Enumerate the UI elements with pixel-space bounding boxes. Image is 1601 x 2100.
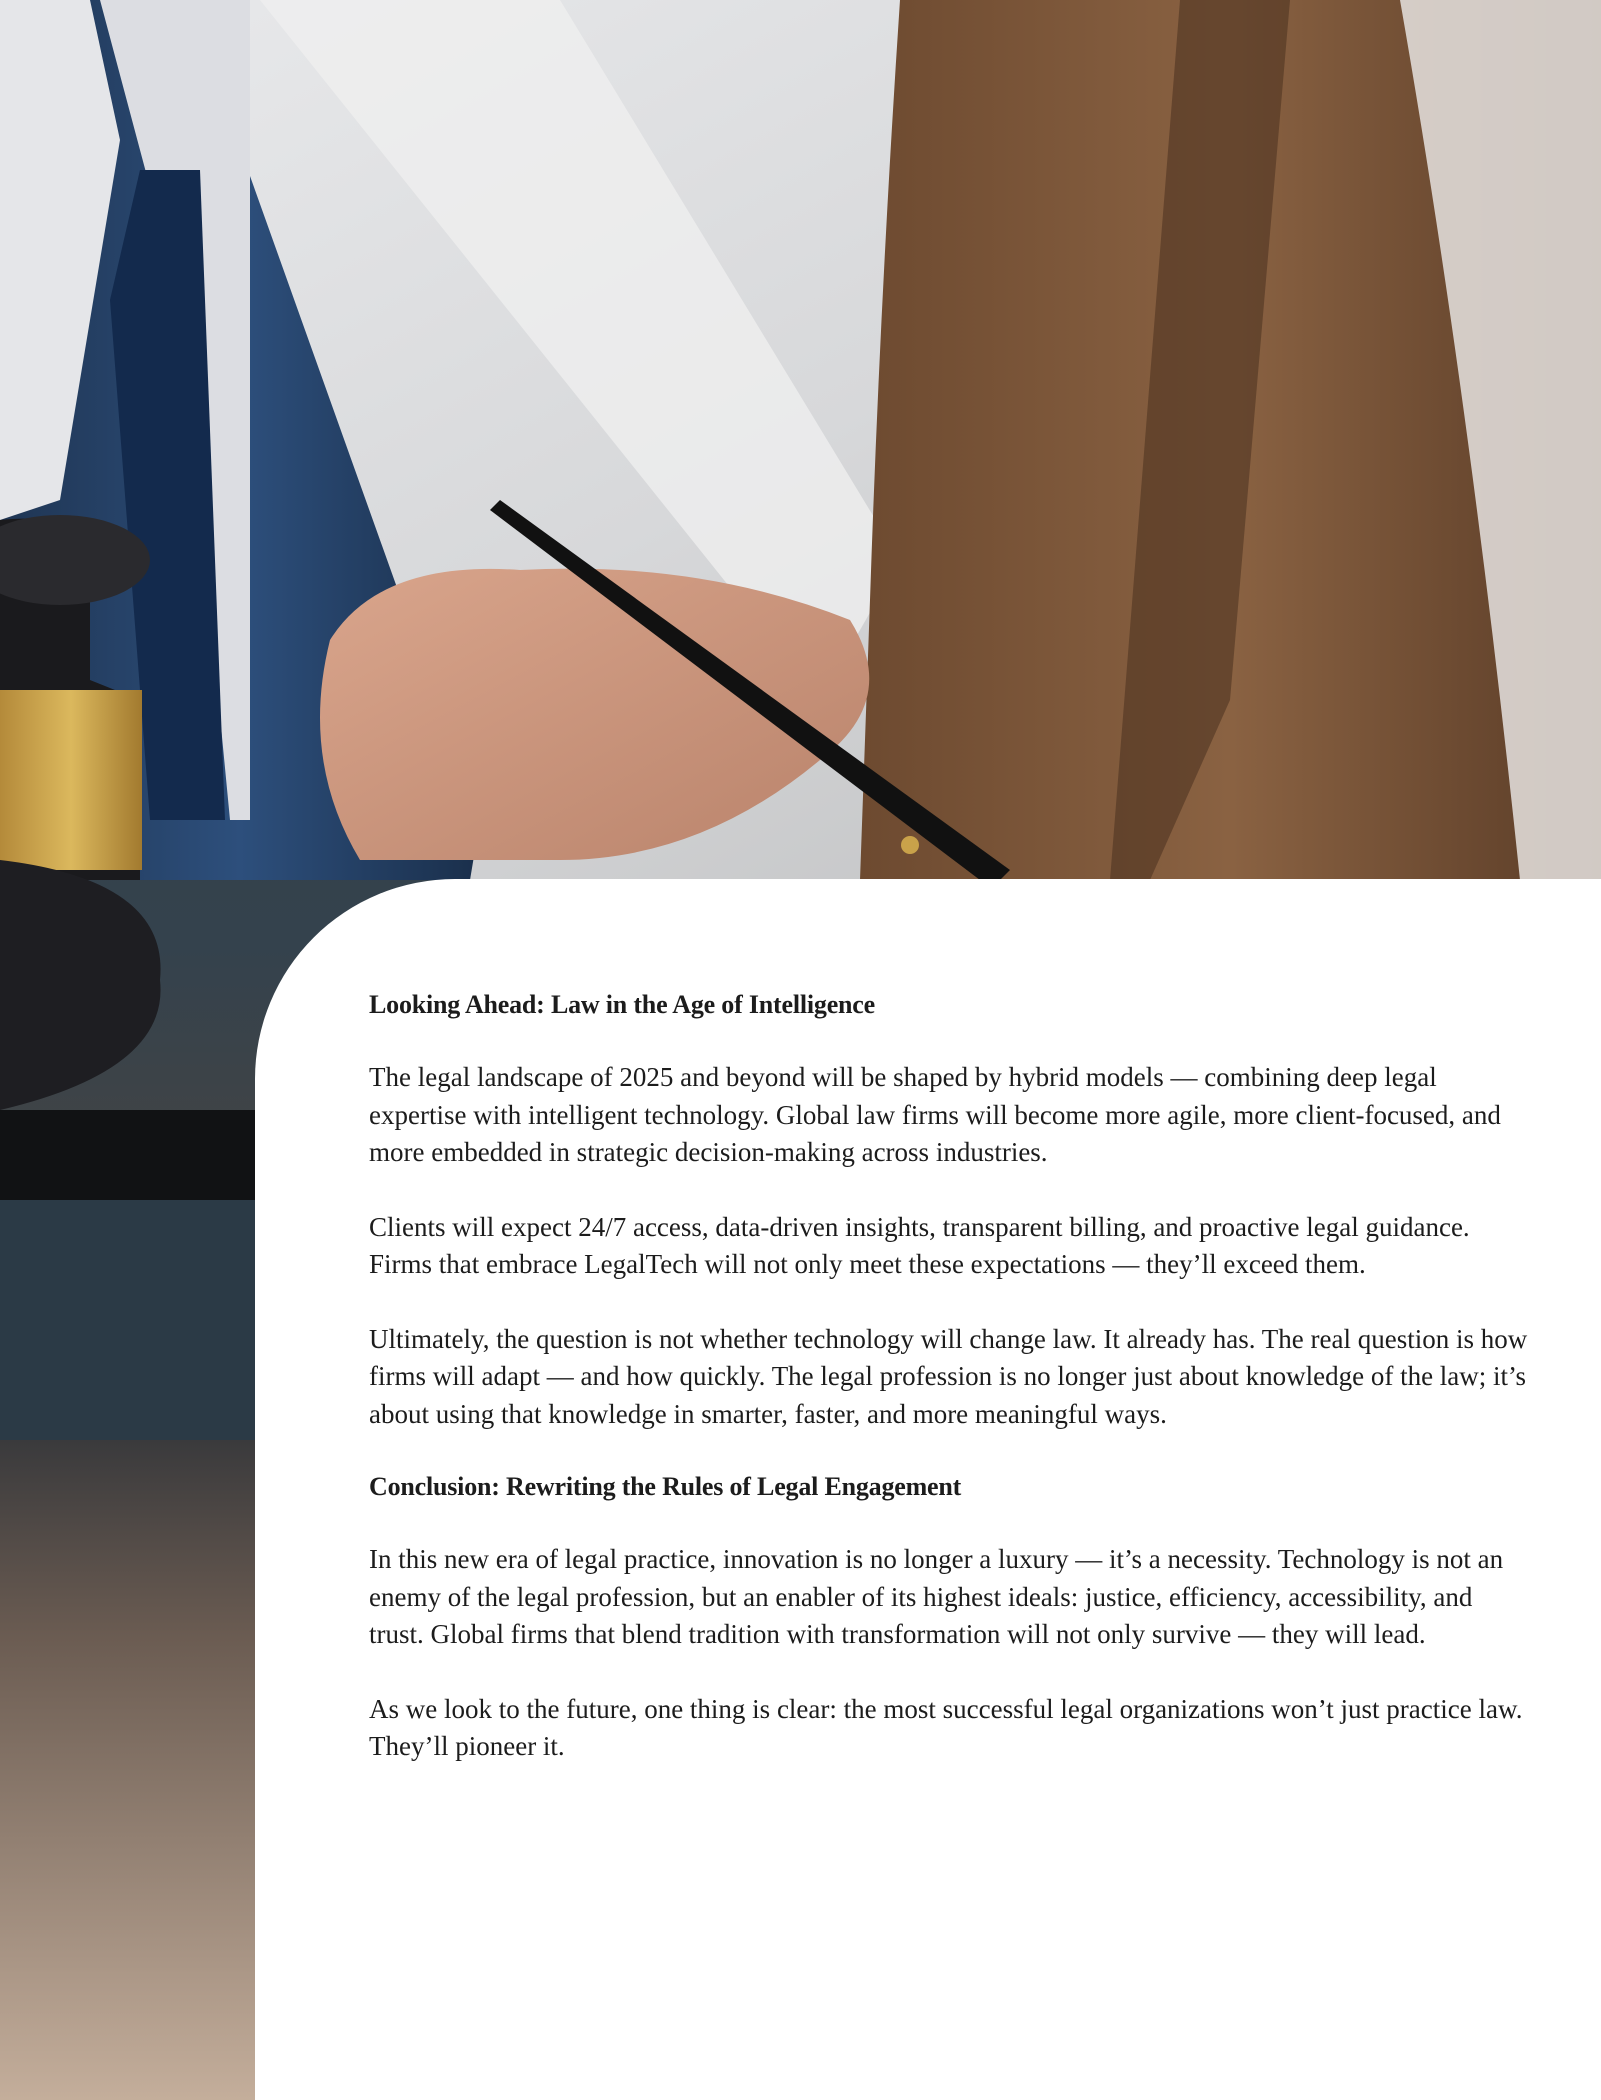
paragraph-client-expectations: Clients will expect 24/7 access, data-driven insights, transparent billing, and proactive legal guidance. Firms that embrace LegalTech will not only meet these expectations — they’ll exceed them. <box>369 1211 1470 1279</box>
paragraph-innovation: In this new era of legal practice, innovation is no longer a luxury — it’s a necessity. Technology is not an enemy of the legal profession, but an enabler of its highest ideals: justice, efficiency, accessibility, and trust. Global firms that blend tradition with transformation will not only survive — they will lead. <box>369 1544 1504 1649</box>
section-heading-looking-ahead: Looking Ahead: Law in the Age of Intelligence <box>369 990 875 1019</box>
paragraph-hybrid-models: The legal landscape of 2025 and beyond will be shaped by hybrid models — combining deep legal expertise with intelligent technology. Global law firms will become more agile, more client-focused, and more embedded in strategic decision-making across industries. <box>369 1062 1501 1167</box>
section-heading-conclusion: Conclusion: Rewriting the Rules of Legal Engagement <box>369 1472 962 1501</box>
paragraph-adaptation: Ultimately, the question is not whether technology will change law. It already has. The real question is how firms will adapt — and how quickly. The legal profession is no longer just about knowledge of the law; it’s about using that knowledge in smarter, faster, and more meaningful ways. <box>369 1323 1528 1429</box>
paragraph-future: As we look to the future, one thing is clear: the most successful legal organizations won’t just practice law. They’ll pioneer it. <box>369 1693 1523 1761</box>
article-body <box>369 988 1529 1803</box>
